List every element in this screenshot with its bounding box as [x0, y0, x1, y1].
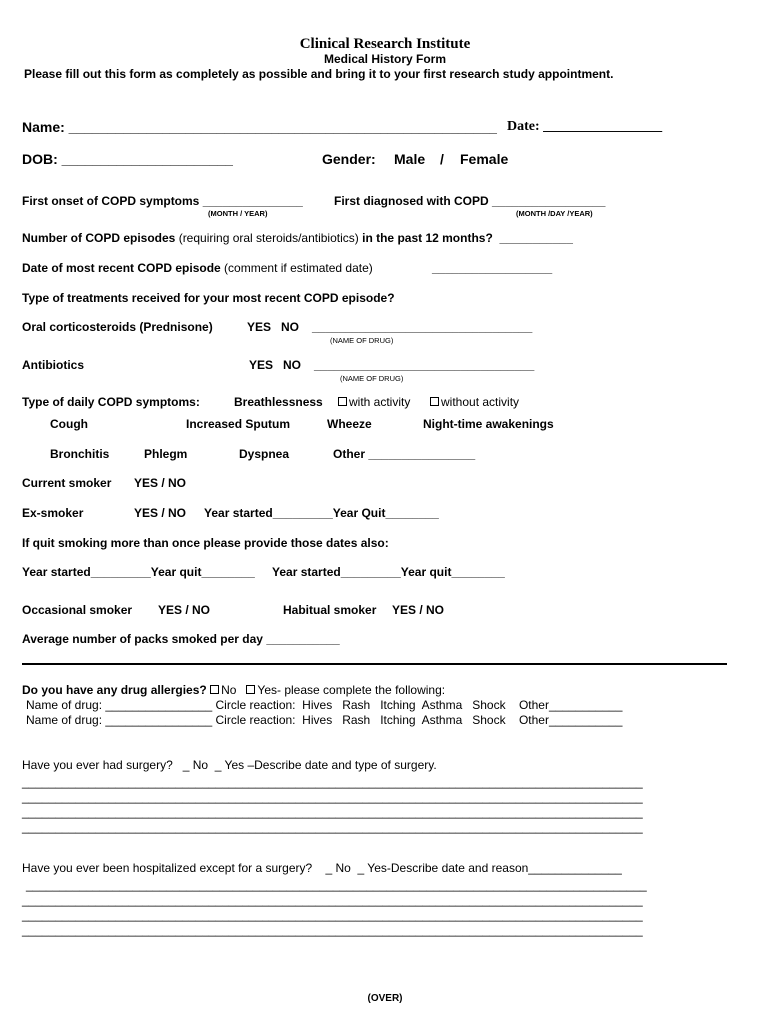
- gender-label: Gender:: [322, 151, 376, 167]
- dob-field[interactable]: DOB: ______________________: [22, 151, 233, 167]
- ex-smoker-label: Ex-smoker: [22, 506, 84, 520]
- gender-female-option[interactable]: Female: [460, 151, 509, 167]
- episodes-field[interactable]: in the past 12 months? ___________: [362, 231, 573, 245]
- symptom-phlegm[interactable]: Phlegm: [144, 447, 188, 461]
- name-field[interactable]: Name: _______________________________________________________: [22, 119, 497, 135]
- date-field[interactable]: Date: _________________: [507, 119, 663, 134]
- symptom-night-time-awakenings[interactable]: Night-time awakenings: [423, 417, 554, 431]
- hospitalized-line[interactable]: _____________________________________________________________________________________________: [22, 893, 643, 907]
- recent-episode-label: [22, 261, 373, 275]
- hospitalized-line[interactable]: _____________________________________________________________________________________________: [22, 908, 643, 922]
- quit-heading: If quit smoking more than once please provide those dates also:: [22, 536, 389, 550]
- oral-yes-no[interactable]: YES NO: [247, 320, 300, 334]
- first-onset-hint: (MONTH / YEAR): [208, 209, 268, 218]
- instructions: Please fill out this form as completely as possible and bring it to your first research study appointment.: [24, 67, 614, 81]
- habitual-smoker-label: Habitual smoker: [283, 603, 377, 617]
- symptom-bronchitis[interactable]: Bronchitis: [50, 447, 110, 461]
- allergies-yes-option[interactable]: [236, 683, 445, 697]
- first-diagnosed-hint: (MONTH /DAY /YEAR): [516, 209, 593, 218]
- surgery-line[interactable]: _____________________________________________________________________________________________: [22, 790, 643, 804]
- allergy-drug-row-1[interactable]: Name of drug: ________________ Circle reaction: Hives Rash Itching Asthma Shock Other___________: [26, 698, 623, 712]
- current-smoker-yes-no[interactable]: YES / NO: [134, 476, 187, 490]
- without-activity-label: without activity: [441, 395, 520, 409]
- episodes-row[interactable]: [22, 231, 573, 245]
- surgery-line[interactable]: _____________________________________________________________________________________________: [22, 805, 643, 819]
- allergies-no-option[interactable]: [207, 683, 237, 697]
- treatments-heading: Type of treatments received for your most recent COPD episode?: [22, 291, 395, 305]
- recent-episode-title: Date of most recent COPD episode: [22, 261, 221, 275]
- section-divider: [22, 663, 727, 665]
- antibiotics-drug-field[interactable]: _________________________________: [314, 358, 535, 372]
- form-title: Medical History Form: [323, 52, 447, 66]
- hospitalized-line[interactable]: _____________________________________________________________________________________________: [22, 923, 643, 937]
- quit-dates-field-2[interactable]: Year started_________Year quit________: [272, 565, 505, 579]
- recent-episode-field[interactable]: __________________: [432, 261, 553, 275]
- surgery-line[interactable]: _____________________________________________________________________________________________: [22, 820, 643, 834]
- with-activity-checkbox[interactable]: [338, 397, 347, 406]
- symptom-breathlessness[interactable]: Breathlessness: [234, 395, 323, 409]
- institute-title: Clinical Research Institute: [299, 36, 471, 52]
- antibiotics-label: Antibiotics: [22, 358, 84, 372]
- allergies-no-label: No: [221, 683, 237, 697]
- episodes-label: Number of COPD episodes: [22, 231, 176, 245]
- symptom-wheeze[interactable]: Wheeze: [327, 417, 372, 431]
- hospitalized-question[interactable]: Have you ever been hospitalized except for a surgery? _ No _ Yes-Describe date and reason______________: [22, 861, 622, 875]
- allergies-question-text: Do you have any drug allergies?: [22, 683, 207, 697]
- with-activity-option[interactable]: [338, 395, 410, 409]
- gender-male-option[interactable]: Male: [394, 151, 426, 167]
- antibiotics-yes-no[interactable]: YES NO: [249, 358, 302, 372]
- oral-drug-field[interactable]: _________________________________: [312, 320, 533, 334]
- symptom-other-field[interactable]: Other ________________: [333, 447, 476, 461]
- packs-per-day-field[interactable]: Average number of packs smoked per day ___________: [22, 632, 340, 646]
- ex-smoker-dates-field[interactable]: Year started_________Year Quit________: [204, 506, 439, 520]
- with-activity-label: with activity: [349, 395, 411, 409]
- occasional-smoker-yes-no[interactable]: YES / NO: [158, 603, 211, 617]
- symptom-dyspnea[interactable]: Dyspnea: [239, 447, 290, 461]
- occasional-smoker-label: Occasional smoker: [22, 603, 133, 617]
- gender-separator: /: [440, 151, 444, 167]
- first-diagnosed-field[interactable]: First diagnosed with COPD _________________: [334, 194, 606, 208]
- ex-smoker-yes-no[interactable]: YES / NO: [134, 506, 187, 520]
- allergy-drug-row-2[interactable]: Name of drug: ________________ Circle reaction: Hives Rash Itching Asthma Shock Other___________: [26, 713, 623, 727]
- episodes-note: (requiring oral steroids/antibiotics): [175, 231, 363, 245]
- symptom-cough[interactable]: Cough: [50, 417, 88, 431]
- symptoms-heading: Type of daily COPD symptoms:: [22, 395, 200, 409]
- antibiotics-drug-hint: (NAME OF DRUG): [340, 374, 404, 383]
- oral-corticosteroids-label: Oral corticosteroids (Prednisone): [22, 320, 213, 334]
- surgery-question[interactable]: Have you ever had surgery? _ No _ Yes –Describe date and type of surgery.: [22, 758, 437, 772]
- current-smoker-label: Current smoker: [22, 476, 112, 490]
- recent-episode-note: (comment if estimated date): [220, 261, 373, 275]
- oral-drug-hint: (NAME OF DRUG): [330, 336, 394, 345]
- quit-dates-field-1[interactable]: Year started_________Year quit________: [22, 565, 255, 579]
- first-onset-field[interactable]: First onset of COPD symptoms _______________: [22, 194, 303, 208]
- page-footer: (OVER): [367, 993, 403, 1004]
- hospitalized-line[interactable]: _____________________________________________________________________________________________: [26, 878, 647, 892]
- without-activity-option[interactable]: [430, 395, 519, 409]
- surgery-line[interactable]: _____________________________________________________________________________________________: [22, 775, 643, 789]
- allergies-yes-checkbox[interactable]: [246, 685, 255, 694]
- allergies-yes-label: Yes- please complete the following:: [257, 683, 446, 697]
- allergies-question: [22, 683, 445, 697]
- habitual-smoker-yes-no[interactable]: YES / NO: [392, 603, 445, 617]
- allergies-no-checkbox[interactable]: [210, 685, 219, 694]
- without-activity-checkbox[interactable]: [430, 397, 439, 406]
- symptom-increased-sputum[interactable]: Increased Sputum: [186, 417, 291, 431]
